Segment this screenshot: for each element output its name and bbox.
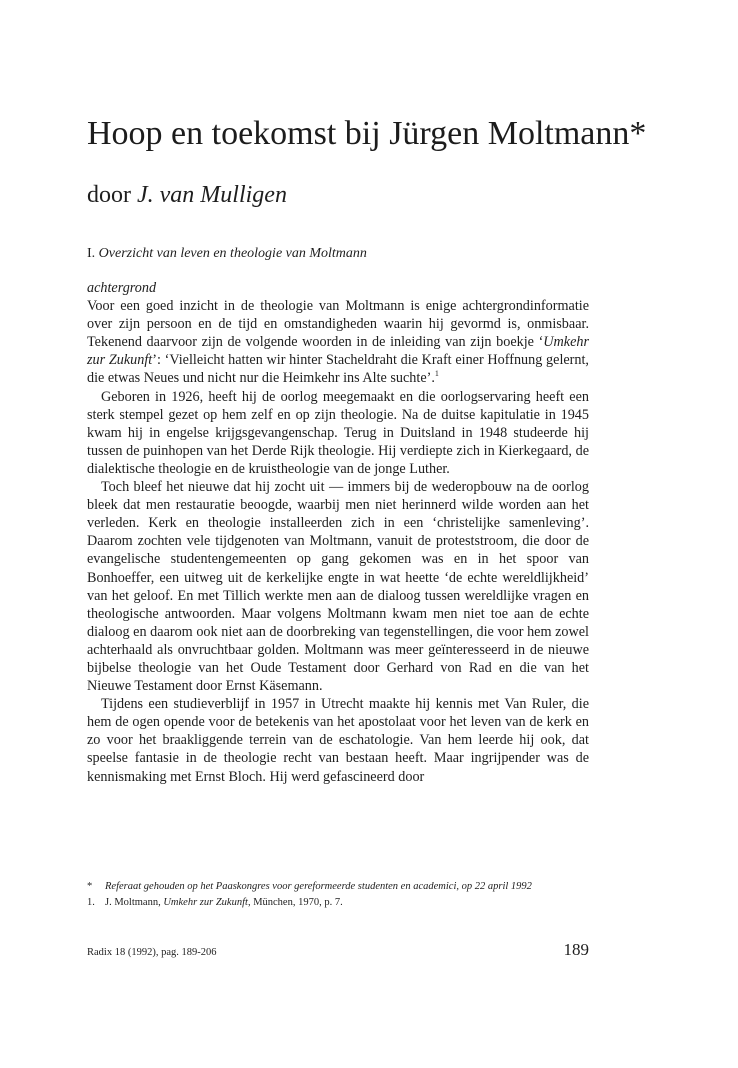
footnotes (87, 880, 589, 912)
subheading: achtergrond (87, 280, 157, 296)
footnote-1 (87, 896, 589, 909)
footnote-star-mark: * (87, 881, 93, 892)
section-heading (87, 245, 367, 263)
paragraph-2: Geboren in 1926, heeft hij de oorlog meegemaakt en die oorlogservaring heeft een sterk stempel gezet op hem zelf en op zijn theologie. Na de duitse kapitulatie in 1945 kwam hij in engelse krijgsgevangenschap. Terug in Duitsland in 1948 studeerde hij tussen de puinhopen van het Derde Rijk theologie. Hij verdiepte zich in Kierkegaard, de dialektische theologie en de kruistheologie van de jonge Luther. (87, 388, 589, 477)
journal-citation: Radix 18 (1992), pag. 189-206 (87, 947, 217, 958)
author-prefix: door (87, 182, 137, 208)
footnote-1-text-a: J. Moltmann, (105, 897, 164, 908)
footnote-star-text: Referaat gehouden op het Paaskongres voor gereformeerde studenten en academici, op 22 april 1992 (105, 881, 532, 892)
body-text (87, 279, 589, 786)
footnote-1-book-title: Umkehr zur Zukunft (163, 897, 248, 908)
section-number: I. (87, 246, 99, 261)
paragraph-1-text-a: Voor een goed inzicht in de theologie van Moltmann is enige achtergrondinformatie over zijn persoon en de tijd en omstandigheden waarin hij gevormd is, onmisbaar. Tekenend daarvoor zijn de volgende woorden in de inleiding van zijn boekje ‘ (87, 298, 589, 351)
author-line (87, 180, 287, 210)
author-name: J. van Mulligen (137, 182, 287, 208)
footnote-1-text (105, 896, 343, 909)
page-number: 189 (563, 940, 589, 959)
paragraph-3: Toch bleef het nieuwe dat hij zocht uit — immers bij de wederopbouw na de oorlog bleek dat men restauratie beoogde, waarbij men niet herinnerd wilde worden aan het verleden. Kerk en theologie installeerden zich in een ‘christelijke samenleving’. Daarom zochten vele tijdgenoten van Moltmann, vanuit de proteststroom, die door de evangelische studentengemeenten op gang gekomen was en in het spoor van Bonhoeffer, een uitweg uit de kerkelijke engte in wat heette ‘de echte wereldlijkheid’ van het geloof. En met Tillich werkte men aan de dialoog tussen wereldlijke vragen en theologische antwoorden. Maar volgens Moltmann kwam men niet toe aan de echte dialoog en daarom ook niet aan de doorbreking van tegenstellingen, die voor hem zowel achterhaald als onvruchtbaar golden. Moltmann was meer geïnteresseerd in de nieuwe bijbelse theologie van het Oude Testament door Gerhard von Rad en die van het Nieuwe Testament door Ernst Käsemann. (87, 479, 589, 695)
book-title-italic: Umkehr zur Zukunft (87, 334, 589, 369)
footnote-reference: 1 (434, 369, 439, 379)
footnote-1-mark: 1. (87, 897, 95, 908)
paragraph-4: Tijdens een studieverblijf in 1957 in Utrecht maakte hij kennis met Van Ruler, die hem de ogen opende voor de betekenis van het apostolaat voor het leven van de kerk en zo voor het braakliggende terrein van de eschatologie. Van hem leerde hij ook, dat speelse fantasie in de theologie recht van bestaan heeft. Maar ingrijpender was de kennismaking met Ernst Bloch. Hij werd gefascineerd door (87, 696, 589, 785)
section-title: Overzicht van leven en theologie van Moltmann (98, 246, 367, 261)
paragraph-1-text-b: ’: ‘Vielleicht hatten wir hinter Stacheldraht die Kraft einer Hoffnung gelernt, die etwas Neues und nicht nur die Heimkehr ins Alte suchte’. (87, 352, 589, 387)
footnote-1-text-b: , München, 1970, p. 7. (247, 897, 343, 908)
footnote-star (87, 880, 589, 893)
article-title: Hoop en toekomst bij Jürgen Moltmann* (87, 115, 647, 152)
paragraph-1 (87, 297, 589, 387)
